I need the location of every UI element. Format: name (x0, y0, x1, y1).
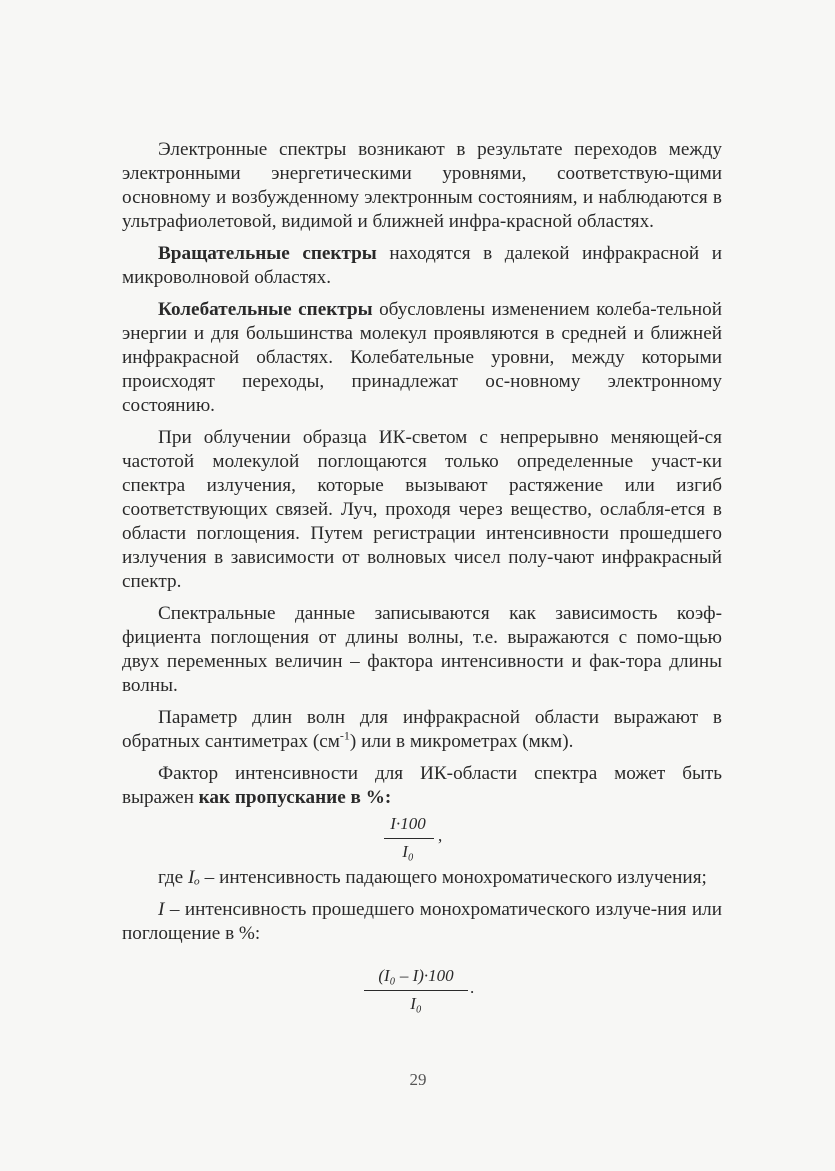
paragraph-text: Спектральные данные записываются как зависимость коэф-фициента поглощения от длины волны, т.е. выражаются с помо-щью двух переменных величин – фактора интенсивности и фак-тора длины волны. (122, 603, 722, 696)
paragraph-electronic-spectra (122, 138, 722, 234)
formula-absorbance (362, 966, 482, 1026)
paragraph-text: При облучении образца ИК-светом с непрерывно меняющей-ся частотой молекулой поглощаются только определенные участ-ки спектра излучения, которые вызывают растяжение или изгиб соответствующих связей. Луч, проходя через вещество, ослабля-ется в области поглощения. Путем регистрации интенсивности прошедшего излучения в зависимости от волновых чисел полу-чают инфракрасный спектр. (122, 427, 722, 592)
formula-transmittance (380, 814, 460, 874)
paragraph-spectral-data (122, 602, 722, 698)
paragraph-text: Электронные спектры возникают в результате переходов между электронными энергетическими уровнями, соответствую-щими основному и возбужденному электронным состояниям, и наблюдаются в ультрафиолетовой, видимой и ближней инфра-красной областях. (122, 139, 722, 232)
formula-denominator: I₀ (402, 842, 414, 861)
paragraph-text: находятся в далекой инфракрасной и микроволновой областях. (122, 243, 722, 288)
paragraph-text: ) или в микрометрах (мкм). (349, 731, 574, 752)
formula-punctuation: , (438, 826, 443, 845)
fraction-bar (384, 838, 434, 839)
page-number: 29 (409, 1070, 427, 1089)
paragraph-text: обусловлены изменением колеба-тельной энергии и для большинства молекул проявляются в средней и ближней инфракрасной областях. Колебательные уровни, между которыми происходят переходы, принадлежат ос-новному электронному состоянию. (122, 299, 722, 416)
formula-punctuation: . (470, 978, 475, 997)
symbol-i0: Iₒ (188, 867, 200, 888)
symbol-i: I (158, 899, 165, 920)
where-prefix: где (158, 867, 188, 888)
fraction-bar (364, 990, 468, 991)
definition-transmitted-intensity (122, 898, 722, 946)
where-definitions (122, 866, 722, 946)
paragraph-rotational-spectra (122, 242, 722, 290)
paragraph-text: Фактор интенсивности для ИК-области спектра может быть выражен (122, 763, 722, 808)
paragraph-ir-irradiation (122, 426, 722, 594)
formula-numerator: I·100 (390, 814, 426, 833)
term-rotational-spectra: Вращательные спектры (158, 243, 377, 264)
definition-incident-intensity (122, 866, 722, 890)
formula-numerator: (I₀ – I)·100 (378, 966, 454, 985)
superscript: -1 (339, 728, 350, 743)
definition-text: – интенсивность падающего монохроматического излучения; (199, 867, 707, 888)
body-text (122, 138, 722, 810)
definition-text: – интенсивность прошедшего монохроматического излуче-ния или поглощение в %: (122, 899, 722, 944)
paragraph-wavelength-parameter (122, 706, 722, 754)
paragraph-text: Параметр длин волн для инфракрасной области выражают в обратных сантиметрах (см (122, 707, 722, 752)
term-vibrational-spectra: Колебательные спектры (158, 299, 373, 320)
paragraph-intensity-factor (122, 762, 722, 810)
formula-denominator: I₀ (410, 994, 422, 1013)
term-transmittance: как пропускание в %: (198, 787, 392, 808)
paragraph-vibrational-spectra (122, 298, 722, 418)
